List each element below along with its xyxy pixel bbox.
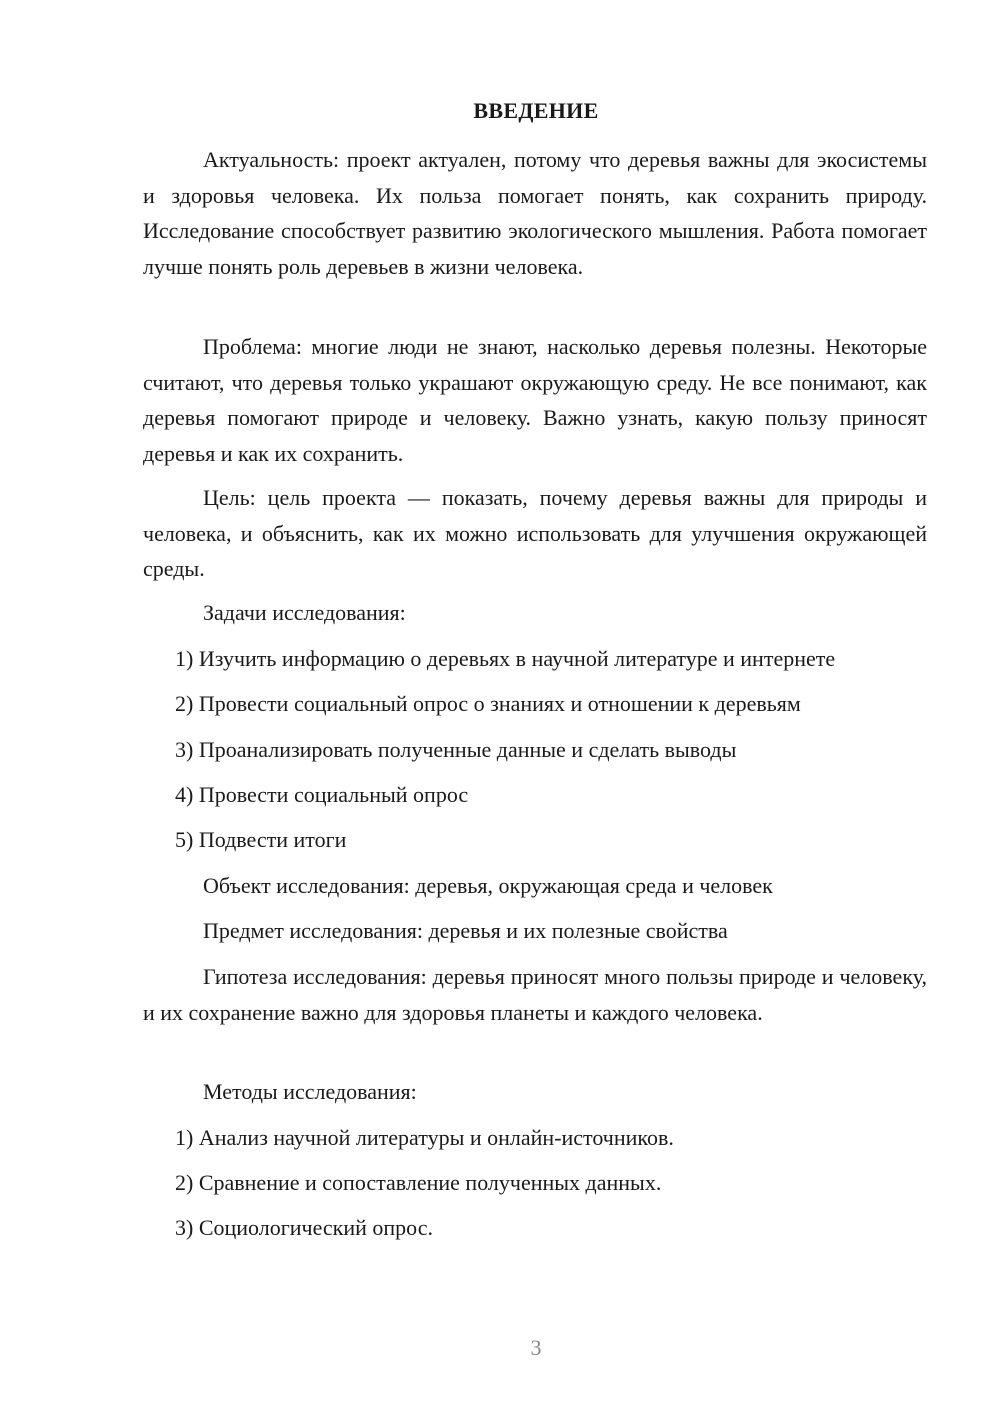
relevance-paragraph: Актуальность: проект актуален, потому что деревья важны для экосистемы и здоровья человека. Их польза помогает понять, как сохранить природу. Исследование способствует развитию экологического мышления. Работа помогает лучше понять роль деревьев в жизни человека. — [143, 147, 927, 279]
task-item-5: 5) Подвести итоги — [175, 827, 347, 852]
problem-paragraph: Проблема: многие люди не знают, насколько деревья полезны. Некоторые считают, что деревья только украшают окружающую среду. Не все понимают, как деревья помогают природе и человеку. Важно узнать, какую пользу приносят деревья и как их сохранить. — [143, 334, 927, 466]
goal-paragraph: Цель: цель проекта — показать, почему деревья важны для природы и человека, и объяснить, как их можно использовать для улучшения окружающей среды. — [143, 485, 927, 581]
task-item-4: 4) Провести социальный опрос — [175, 782, 469, 807]
research-subject: Предмет исследования: деревья и их полезные свойства — [203, 918, 728, 943]
tasks-heading: Задачи исследования: — [203, 600, 406, 625]
task-item-3: 3) Проанализировать полученные данные и сделать выводы — [175, 737, 737, 762]
methods-heading: Методы исследования: — [203, 1079, 417, 1104]
task-item-1: 1) Изучить информацию о деревьях в научной литературе и интернете — [175, 646, 836, 671]
page-number: 3 — [530, 1335, 542, 1360]
research-object: Объект исследования: деревья, окружающая среда и человек — [203, 873, 773, 898]
task-item-2: 2) Провести социальный опрос о знаниях и отношении к деревьям — [175, 691, 801, 716]
method-item-3: 3) Социологический опрос. — [175, 1215, 433, 1240]
method-item-1: 1) Анализ научной литературы и онлайн-источников. — [175, 1125, 674, 1150]
hypothesis-paragraph: Гипотеза исследования: деревья приносят много пользы природе и человеку, и их сохранение важно для здоровья планеты и каждого человека. — [143, 964, 927, 1025]
method-item-2: 2) Сравнение и сопоставление полученных данных. — [175, 1170, 662, 1195]
page-title: ВВЕДЕНИЕ — [473, 98, 599, 123]
